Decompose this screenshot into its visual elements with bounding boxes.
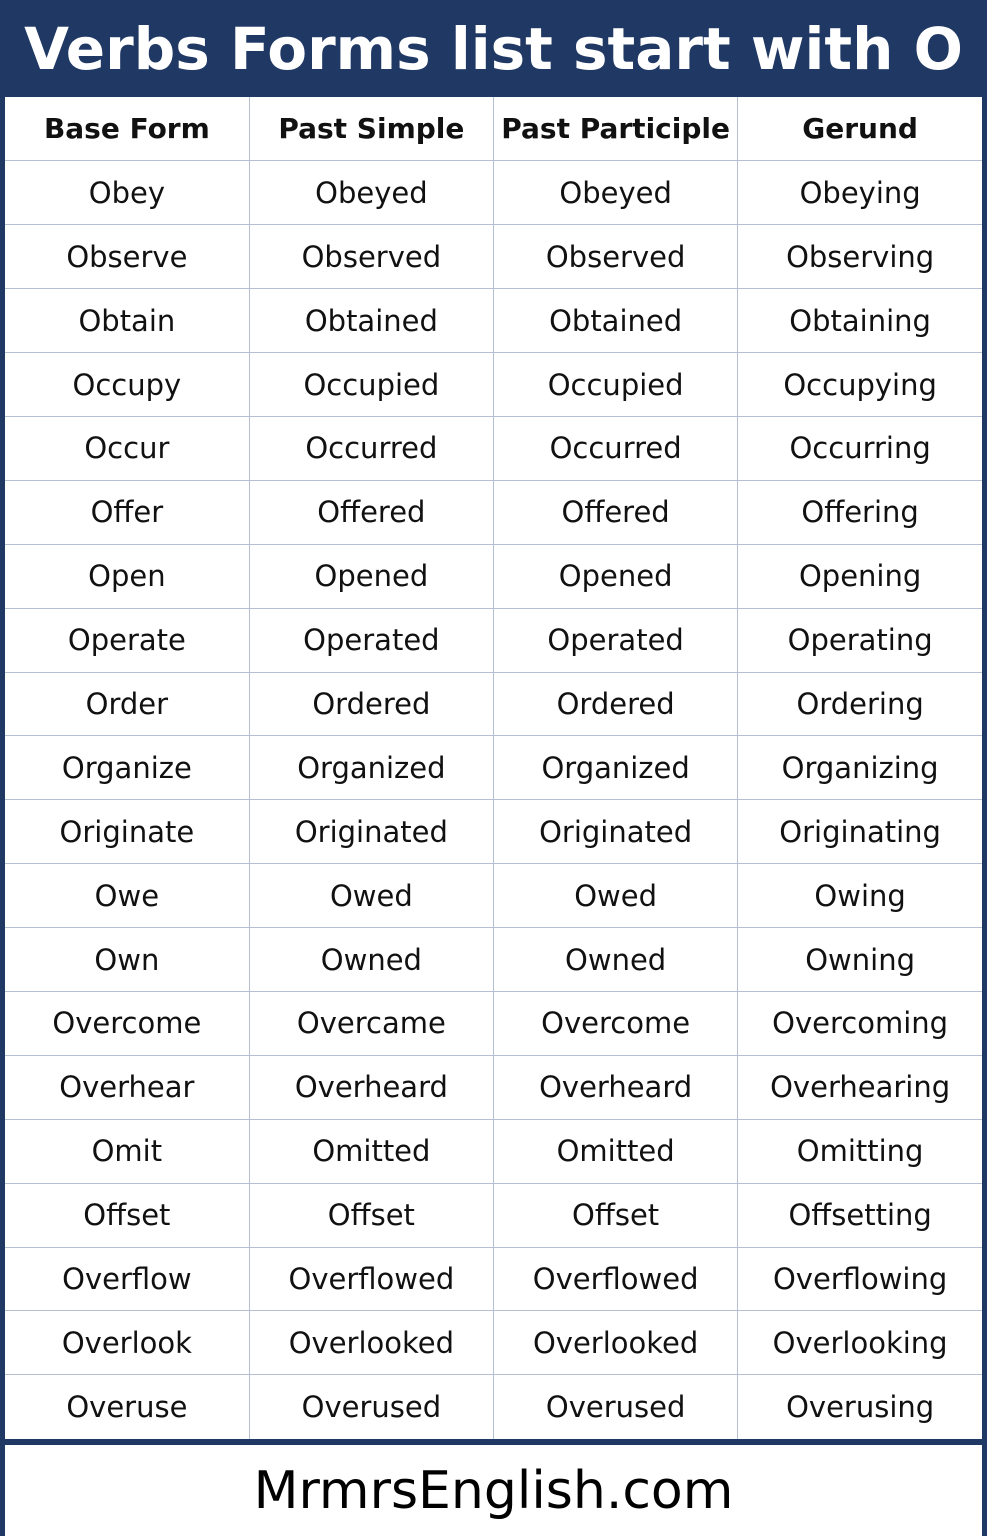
cell-gerund: Occupying [738, 353, 982, 417]
column-header-past-participle: Past Participle [494, 97, 738, 161]
table-row [5, 800, 982, 864]
table-row [5, 1375, 982, 1439]
table-row [5, 544, 982, 608]
cell-past-participle: Originated [494, 800, 738, 864]
cell-past-simple: Observed [249, 225, 493, 289]
cell-gerund: Overflowing [738, 1247, 982, 1311]
cell-base-form: Open [5, 544, 249, 608]
cell-base-form: Obey [5, 161, 249, 225]
cell-gerund: Organizing [738, 736, 982, 800]
cell-base-form: Omit [5, 1119, 249, 1183]
table-row [5, 1183, 982, 1247]
table-row [5, 928, 982, 992]
cell-base-form: Operate [5, 608, 249, 672]
cell-gerund: Ordering [738, 672, 982, 736]
cell-past-simple: Ordered [249, 672, 493, 736]
cell-past-participle: Omitted [494, 1119, 738, 1183]
table-row [5, 672, 982, 736]
table-body [5, 161, 982, 1439]
table-row [5, 480, 982, 544]
cell-past-participle: Overflowed [494, 1247, 738, 1311]
cell-past-participle: Overlooked [494, 1311, 738, 1375]
cell-gerund: Observing [738, 225, 982, 289]
cell-past-simple: Owed [249, 864, 493, 928]
cell-past-participle: Observed [494, 225, 738, 289]
cell-base-form: Occur [5, 416, 249, 480]
cell-base-form: Overuse [5, 1375, 249, 1439]
table-header-row [5, 97, 982, 161]
table-row [5, 864, 982, 928]
table-row [5, 736, 982, 800]
cell-base-form: Overflow [5, 1247, 249, 1311]
cell-base-form: Originate [5, 800, 249, 864]
cell-past-simple: Offered [249, 480, 493, 544]
table-row [5, 161, 982, 225]
cell-base-form: Own [5, 928, 249, 992]
verb-table-container [5, 97, 982, 1439]
cell-past-participle: Overused [494, 1375, 738, 1439]
cell-gerund: Omitting [738, 1119, 982, 1183]
cell-gerund: Opening [738, 544, 982, 608]
table-row [5, 1247, 982, 1311]
cell-gerund: Owing [738, 864, 982, 928]
cell-gerund: Overlooking [738, 1311, 982, 1375]
cell-past-simple: Overused [249, 1375, 493, 1439]
column-header-past-simple: Past Simple [249, 97, 493, 161]
cell-past-simple: Opened [249, 544, 493, 608]
cell-base-form: Offer [5, 480, 249, 544]
cell-past-simple: Obtained [249, 289, 493, 353]
cell-past-participle: Occurred [494, 416, 738, 480]
cell-past-participle: Offset [494, 1183, 738, 1247]
cell-past-participle: Offered [494, 480, 738, 544]
cell-past-participle: Obeyed [494, 161, 738, 225]
cell-past-simple: Overlooked [249, 1311, 493, 1375]
cell-base-form: Organize [5, 736, 249, 800]
cell-past-simple: Omitted [249, 1119, 493, 1183]
cell-base-form: Observe [5, 225, 249, 289]
cell-past-participle: Opened [494, 544, 738, 608]
cell-gerund: Overusing [738, 1375, 982, 1439]
table-row [5, 353, 982, 417]
cell-past-simple: Originated [249, 800, 493, 864]
column-header-base-form: Base Form [5, 97, 249, 161]
cell-gerund: Originating [738, 800, 982, 864]
cell-past-participle: Ordered [494, 672, 738, 736]
cell-base-form: Overcome [5, 991, 249, 1055]
cell-past-simple: Operated [249, 608, 493, 672]
table-row [5, 608, 982, 672]
cell-base-form: Offset [5, 1183, 249, 1247]
cell-base-form: Overhear [5, 1055, 249, 1119]
cell-past-participle: Obtained [494, 289, 738, 353]
cell-gerund: Obeying [738, 161, 982, 225]
cell-past-simple: Offset [249, 1183, 493, 1247]
page-title: Verbs Forms list start with O [24, 14, 963, 83]
cell-base-form: Obtain [5, 289, 249, 353]
cell-past-simple: Owned [249, 928, 493, 992]
cell-gerund: Obtaining [738, 289, 982, 353]
cell-past-participle: Overheard [494, 1055, 738, 1119]
cell-past-participle: Owed [494, 864, 738, 928]
cell-gerund: Overcoming [738, 991, 982, 1055]
table-row [5, 1311, 982, 1375]
cell-base-form: Order [5, 672, 249, 736]
cell-gerund: Offsetting [738, 1183, 982, 1247]
table-row [5, 1055, 982, 1119]
table-row [5, 416, 982, 480]
cell-base-form: Occupy [5, 353, 249, 417]
cell-past-simple: Organized [249, 736, 493, 800]
table-row [5, 289, 982, 353]
cell-past-simple: Occupied [249, 353, 493, 417]
cell-past-simple: Overflowed [249, 1247, 493, 1311]
cell-past-simple: Obeyed [249, 161, 493, 225]
cell-gerund: Operating [738, 608, 982, 672]
table-row [5, 991, 982, 1055]
cell-base-form: Overlook [5, 1311, 249, 1375]
site-footer: MrmrsEnglish.com [5, 1445, 982, 1536]
cell-past-participle: Overcome [494, 991, 738, 1055]
table-row [5, 225, 982, 289]
column-header-gerund: Gerund [738, 97, 982, 161]
cell-past-simple: Occurred [249, 416, 493, 480]
cell-past-participle: Operated [494, 608, 738, 672]
cell-past-participle: Organized [494, 736, 738, 800]
cell-past-participle: Owned [494, 928, 738, 992]
table-row [5, 1119, 982, 1183]
cell-past-simple: Overheard [249, 1055, 493, 1119]
cell-gerund: Owning [738, 928, 982, 992]
cell-base-form: Owe [5, 864, 249, 928]
cell-gerund: Offering [738, 480, 982, 544]
cell-past-participle: Occupied [494, 353, 738, 417]
verb-forms-table [5, 97, 982, 1439]
cell-gerund: Overhearing [738, 1055, 982, 1119]
cell-gerund: Occurring [738, 416, 982, 480]
cell-past-simple: Overcame [249, 991, 493, 1055]
